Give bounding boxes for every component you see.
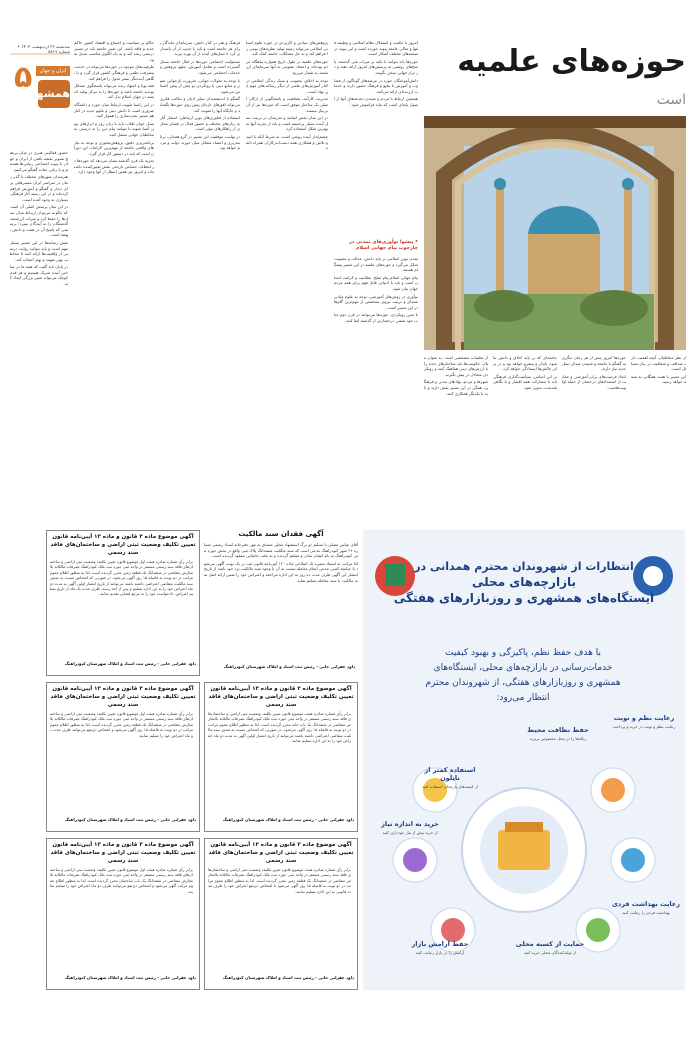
article-column-9: از نظر مخاطبان، آنچه اهمیت دارد صداقت و شفافیت در بیان مسائل است. این مسیر با همت همگانی به نتیجه خواهد رسید.	[631, 355, 686, 385]
infographic-item	[415, 766, 485, 789]
article-column-7: جامعه‌ای که بر پایه اخلاق و دانش بنا شود، پایدار و پیشرو خواهد بود و در برابر چالش‌ها ایستادگی خواهد کرد. بر این اساس، سیاست‌گذاری فرهنگی باید با مشارکت همه اقشار و با نگاهی بلندمدت تدوین شود.	[493, 355, 557, 390]
article-column-5b: تمدن نوین اسلامی بر پایه دانش، عدالت و معنویت شکل می‌گیرد و حوزه‌های علمیه در این مسیر پیشگام هستند. پیام جهانی اسلام پیام صلح، عقلانیت و کرامت انسان است و باید با ادبیاتی قابل فهم برای همه مردم جهان بیان شود. نوآوری در روش‌های آموزشی، توجه به علوم میان‌رشته‌ای و تربیت نیروی متخصص از مهم‌ترین گام‌ها در این مسیر است. با چنین رویکردی، حوزه‌ها می‌توانند در قرن دوم حیات خود نقشی درخشان‌تر از گذشته ایفا کنند.	[334, 256, 418, 323]
infographic-title-3: ایستگاه‌های همشهری و روزبازارهای هفتگی	[393, 591, 655, 605]
article-column-5: امروز با حکمت و استقلال نظام اسلامی و وظیفه فقها و تعالی جامعه پیوند خورده است و این پیوند در صحنه‌های مختلف آشکار است. حوزه‌ها باید بتوانند با تکیه بر میراث غنی گذشته، پاسخ‌های روشنی به پرسش‌های امروز ارائه دهند و در تراز جهانی سخن بگویند. دانش‌آموختگان حوزه در عرصه‌های گوناگون از قضاوت و آموزش تا تبلیغ و فرهنگ حضور دارند و خدمات ارزنده‌ای ارائه می‌کنند. همچنین ارتباط با مردم و شنیدن دغدغه‌های آنها از اصول پایه‌ای است که نباید فراموش شود.	[334, 40, 418, 107]
legal-ad-3	[46, 682, 200, 832]
section-subheading: • پیشوا نوآوری‌های تمدنی در چارچوب پیام جهانی اسلام	[349, 240, 418, 251]
infographic-item	[405, 940, 475, 955]
legal-ad-title: آگهی موضوع ماده ۳ قانون و ماده ۱۳ آیین‌نامه قانون تعیین تکلیف وضعیت ثبتی اراضی و ساختمان‌های فاقد سند رسمی	[50, 534, 196, 556]
legal-ad-body: برابر رأی شماره صادره هیئت اول موضوع قانون تعیین تکلیف وضعیت ثبتی اراضی و ساختمان‌های فاقد سند رسمی مستقر در واحد ثبتی حوزه ثبت ملک کبودراهنگ تصرفات مالکانه بلامعارض متقاضی در ششدانگ یک قطعه زمین محرز گردیده است. لذا به منظور اطلاع عموم مراتب در دو نوبت به فاصله ۱۵ روز آگهی می‌شود، در صورتی که اشخاص نسبت به صدور سند مالکیت متقاضی اعتراضی داشته باشند می‌توانند از تاریخ انتشار اولین آگهی به مدت دو ماه اعتراض خود را به این اداره تسلیم و پس از اخذ رسید، ظرف مدت یک ماه از تاریخ تسلیم اعتراض، دادخواست خود را به مرجع قضایی تقدیم نمایند.	[50, 559, 193, 597]
infographic-item	[523, 726, 593, 741]
infographic-item-desc: از کیسه‌های پارچه‌ای استفاده کنید	[422, 784, 478, 789]
section-label: ایران و جهان	[36, 66, 70, 76]
infographic-item-title: خرید به اندازه نیاز	[381, 820, 439, 828]
article-headline: حوزه‌های علمیه	[457, 44, 686, 79]
citizen-infographic	[363, 530, 685, 990]
legal-ad-signature: داود غفرانی خانی - رئیس ثبت اسناد و املاک شهرستان کبودراهنگ	[64, 817, 196, 822]
infographic-item-title: رعایت نظم و نوبت	[613, 714, 675, 722]
issue-date: سه‌شنبه ۲۳ اردیبهشت ۱۴۰۴ • شماره ۵۸۱۹	[17, 44, 70, 54]
lost-notice-title: آگهی فقدان سند مالکیت	[238, 530, 324, 538]
infographic-item	[611, 900, 681, 915]
legal-ad-title: آگهی موضوع ماده ۳ قانون و ماده ۱۳ آیین‌نامه قانون تعیین تکلیف وضعیت ثبتی اراضی و ساختمان‌های فاقد سند رسمی	[50, 686, 196, 708]
article-subhead: است	[656, 92, 686, 108]
lost-notice-signature: داود غفرانی خانی - رئیس ثبت اسناد و املاک شهرستان کبودراهنگ	[223, 664, 355, 669]
article-column-4: پژوهش‌های بنیادین و کاربردی در حوزه علوم انسانی اسلامی می‌تواند زمینه تولید نظریه‌های بومی را فراهم کند و به حل مشکلات جامعه کمک کند. حوزه‌های علمیه در طول تاریخ همواره پناهگاه مردم بوده‌اند و اعتماد عمومی به آنها سرمایه‌ای ارزشمند به شمار می‌رود. توجه به اخلاق، معنویت و سبک زندگی اسلامی در کنار آموزش‌های علمی از دیگر رسالت‌های مهم این نهاد است. مدیریت کارآمد، شفافیت و پاسخگویی از ارکان اصلی یک ساختار موفق است که حوزه‌ها نیز از آن بی‌نیاز نیستند. در این میان نقش اساتید و مدرسان در تربیت نسل آینده بسیار برجسته است و باید از تجربه آنها به بهترین شکل استفاده کرد. چشم‌انداز آینده روشن است، به شرط آنکه با امید و تلاش و همکاری همه دست‌اندرکاران همراه باشد.	[246, 40, 328, 151]
legal-ad-title: آگهی موضوع ماده ۳ قانون و ماده ۱۳ آیین‌نامه قانون تعیین تکلیف وضعیت ثبتی اراضی و ساختمان‌های فاقد سند رسمی	[208, 686, 354, 708]
lost-notice-text: آقای عباس مصلی با تسلیم دو برگ استشهاد محلی مصدق به مهر دفترخانه اسناد رسمی شماره ۲۴ شهر کبودراهنگ مدعی است که سند مالکیت ششدانگ پلاک ثبتی واقع در بخش حوزه ثبتی کبودراهنگ به نام ایشان صادر و تسلیم گردیده و به علت جابجایی مفقود گردیده است. لذا مراتب به استناد تبصره یک اصلاحی ماده ۱۲۰ آیین‌نامه قانون ثبت در یک نوبت آگهی می‌شود تا چنانچه کسی مدعی انجام معامله نسبت به آن یا وجود سند مالکیت نزد خود باشد از تاریخ انتشار این آگهی ظرف مدت ده روز به این اداره مراجعه و اعتراض خود را ضمن ارائه اصل سند مالکیت یا سند معامله تسلیم نماید.	[204, 542, 358, 583]
infographic-item-title: حمایت از کسبه محلی	[515, 940, 585, 948]
infographic-item-desc: آرامش را در بازار رعایت کنید	[415, 950, 465, 955]
mosque-illustration	[424, 116, 686, 350]
infographic-item	[515, 940, 585, 955]
legal-ad-4	[204, 838, 358, 990]
newspaper-logo: همشهری	[38, 80, 70, 108]
article-column-6: از تعلیمات مشخصی است. به عنوان مثال، حکومت‌ها باید ساختارهای جدید را با ارزش‌های دینی هماهنگ کنند و رویکردی متعادل در پیش بگیرند. شهرها و مردم، نهادهای مدنی و فرهنگی، همگی در این مسیر نقش دارند و باید با یکدیگر همکاری کنند.	[424, 355, 488, 396]
infographic-item-desc: زباله‌ها را در محل مخصوص بریزید	[529, 736, 587, 741]
infographic-item	[375, 820, 445, 835]
legal-ad-title: آگهی موضوع ماده ۳ قانون و ماده ۱۳ آیین‌نامه قانون تعیین تکلیف وضعیت ثبتی اراضی و ساختمان‌های فاقد سند رسمی	[50, 842, 196, 864]
legal-ad-signature: داود غفرانی خانی - رئیس ثبت اسناد و املاک شهرستان کبودراهنگ	[64, 975, 196, 980]
infographic-title-1: انتظارات از شهروندان محترم همدانی در	[414, 560, 634, 573]
bottom-right-column	[10, 500, 40, 520]
legal-ad-signature: داود غفرانی خانی - رئیس ثبت اسناد و املاک شهرستان کبودراهنگ	[222, 817, 354, 822]
mosque-photo	[424, 116, 686, 350]
infographic-item-desc: از خرید بیش از نیاز خودداری کنید	[382, 830, 438, 835]
editorial-column: حضور فعالیتی هنری در میان بی‌هیچ تصویر نقشه بافتی از ایران و جهان با پیوند اجتماعی زیبایی‌ها هستیم و با زبانی ساده گفتگو می‌کنیم. هنرمندان شهرهای مختلف با گذر زمان در سراسر ایران مسیرهایی برای دیدار و گفتگو و آموزش فراهم کرده‌اند و در این زمینه آثار فرهنگی بسیاری به وجود آمده است. در این میان پرسش اصلی آن است که چگونه می‌توان ارتباط میان نسل‌ها را حفظ کرد و میراث ارزشمند گذشتگان را به آیندگان سپرد؛ پرسشی که پاسخ آن در همت و دانش نهفته است. نقش رسانه‌ها در این مسیر بسیار مهم است و باید بتوانند روایت درستی از واقعیت‌ها ارائه کنند تا مخاطب بهتر بفهمد و بهتر انتخاب کند. در پایان باید گفت که همه ما در ساختن آینده شریک هستیم و هر قدم کوچک می‌تواند تغییر بزرگی ایجاد کند.	[10, 150, 68, 287]
infographic-item-desc: بهداشت فردی را رعایت کنید	[622, 910, 670, 915]
legal-ad-2	[204, 682, 358, 832]
legal-ad-5	[46, 838, 200, 990]
legal-ad-1	[46, 530, 200, 676]
legal-ad-body: برابر رأی شماره صادره هیئت اول موضوع قانون تعیین تکلیف وضعیت ثبتی اراضی و ساختمان‌های فاقد سند رسمی مستقر در واحد ثبتی حوزه ثبت ملک کبودراهنگ تصرفات مالکانه بلامعارض متقاضی در ششدانگ یک باب ساختمان محرز گردیده است. لذا به منظور اطلاع عموم مراتب آگهی می‌شود و اشخاص ذی‌نفع می‌توانند ظرف دو ماه اعتراض خود را تسلیم نمایند.	[50, 867, 193, 894]
article-column-8: حوزه‌ها امروز بیش از هر زمان دیگری به گفتگو با جامعه و شنیدن صدای نسل جدید نیاز دارند. ایجاد فرصت‌های برابر آموزشی و حمایت از استعدادهای درخشان از جمله اولویت‌هاست.	[562, 355, 626, 390]
infographic-item-title: استفاده کمتر از نایلون	[424, 766, 476, 782]
legal-ad-title: آگهی موضوع ماده ۳ قانون و ماده ۱۳ آیین‌نامه قانون تعیین تکلیف وضعیت ثبتی اراضی و ساختمان‌های فاقد سند رسمی	[208, 842, 354, 864]
infographic-title-2: بازارچه‌های محلی	[472, 575, 576, 589]
infographic-item-title: حفظ نظافت محیط	[527, 726, 589, 734]
lost-deed-notice	[204, 530, 358, 680]
legal-ad-signature: داود غفرانی خانی - رئیس ثبت اسناد و املاک شهرستان کبودراهنگ	[222, 975, 354, 980]
infographic-item-desc: رعایت نظم و نوبت در خرید و پرداخت	[612, 724, 676, 729]
article-column-2: حاکم بر سیاست و اجتماع و اقتصاد کشور حاکم جدید و فاقد باشد. این تغییر جامعه باید در مسیر درستی رشد کند و به یک الگوی مناسب تبدیل شود. ظرفیت‌های موجود در حوزه‌ها می‌تواند در خدمت پیشرفت علمی و فرهنگی کشور قرار گیرد و با نگاهی آینده‌نگر بستر تحول را فراهم کند. فقه پویا و اجتهاد زنده می‌تواند پاسخگوی مسائل نوپدید جامعه باشد و حوزه‌ها را به مرکز تولید اندیشه در جهان اسلام بدل کند. در این راستا تقویت ارتباط میان حوزه و دانشگاه ضروری است تا دانش دینی و علوم جدید در کنار هم مسیر تمدن‌سازی را هموار کنند. نسل جوان طلاب باید با زبان روز و ابزارهای نوین آشنا شوند تا بتوانند پیام دین را به درستی به مخاطبان جهانی منتقل کنند. برنامه‌ریزی دقیق، پژوهش‌محوری و توجه به نیازهای واقعی جامعه از مهم‌ترین الزامات این دوران است که باید در دستور کار قرار گیرد. تجربه یک قرن گذشته نشان می‌دهد که حوزه‌ها در لحظات حساس تاریخی نقش تعیین‌کننده داشته‌اند و امروز نیز همین انتظار از آنها وجود دارد.	[74, 40, 154, 175]
infographic-title	[363, 560, 685, 606]
legal-ad-body: برابر رأی شماره صادره هیئت موضوع قانون تعیین تکلیف وضعیت ثبتی اراضی و ساختمان‌های فاقد سند رسمی مستقر در واحد ثبتی حوزه ثبت ملک کبودراهنگ تصرفات مالکانه بلامعارض متقاضی در ششدانگ یک باب خانه محرز گردیده است. لذا به منظور اطلاع عموم مراتب در دو نوبت به فاصله ۱۵ روز آگهی می‌شود، در صورتی که اشخاص نسبت به صدور سند مالکیت متقاضی اعتراضی داشته باشند می‌توانند از تاریخ انتشار اولین آگهی به مدت دو ماه اعتراض خود را به این اداره تسلیم نمایند.	[208, 711, 352, 744]
page-number: ۵	[14, 60, 33, 95]
infographic-item-title: حفظ آرامش بازار	[411, 940, 469, 948]
infographic-lead: با هدف حفظ نظم، پاکیزگی و بهبود کیفیت خدمات‌رسانی در بازارچه‌های محلی، ایستگاه‌های همشهری و روزبازارهای هفتگی، از شهروندان محترم انتظار می‌رود:	[425, 648, 621, 703]
article-column-3: فرهنگ و هنر در کنار دانش، سرمایه‌ای ماندگار برای هر جامعه است و باید با جدیت از آن پاسداری کرد تا نسل‌های آینده از آن بهره ببرند. مسئولیت اجتماعی حوزه‌ها در قبال جامعه بسیار گسترده است و شامل آموزش، تبلیغ، پژوهش و خدمات اجتماعی می‌شود. با توجه به تحولات جهانی، ضرورت بازخوانی متون و منابع دینی با رویکردی نو بیش از پیش احساس می‌شود. گفتگو با اندیشمندان سایر ادیان و مکاتب فکری می‌تواند افق‌های تازه‌ای پیش روی حوزه‌ها بگشاید و جایگاه آنها را تقویت کند. استفاده از فناوری‌های نوین ارتباطی، انتشار آثار به زبان‌های مختلف و حضور فعال در فضای مجازی از راهکارهای مؤثر است. در نهایت، موفقیت این مسیر در گرو همدلی، برنامه‌ریزی و اعتماد متقابل میان حوزه، دولت و مردم خواهد بود.	[160, 40, 240, 151]
legal-ad-signature: داود غفرانی خانی - رئیس ثبت اسناد و املاک شهرستان کبودراهنگ	[64, 661, 196, 666]
legal-ad-body: برابر رأی شماره صادره هیئت اول موضوع قانون تعیین تکلیف وضعیت ثبتی اراضی و ساختمان‌های فاقد سند رسمی مستقر در واحد ثبتی حوزه ثبت ملک کبودراهنگ تصرفات مالکانه بلامعارض متقاضی در ششدانگ یک قطعه زمین محرز گردیده است. لذا به منظور اطلاع عموم مراتب در دو نوبت به فاصله ۱۵ روز آگهی می‌شود و اشخاص ذی‌نفع می‌توانند ظرف مدت دو ماه اعتراض خود را تسلیم نمایند.	[50, 711, 193, 738]
infographic-item-title: رعایت بهداشت فردی	[611, 900, 681, 908]
legal-ad-body: برابر رأی شماره صادره هیئت موضوع قانون تعیین تکلیف وضعیت ثبتی اراضی و ساختمان‌های فاقد سند رسمی مستقر در واحد ثبتی حوزه ثبت ملک کبودراهنگ تصرفات مالکانه بلامعارض متقاضی در ششدانگ یک قطعه زمین محرز گردیده است. لذا به منظور اطلاع عموم مراتب در دو نوبت به فاصله ۱۵ روز آگهی می‌شود تا اشخاص ذی‌نفع اعتراض خود را ظرف مدت قانونی به این اداره تسلیم نمایند.	[208, 867, 351, 894]
infographic-item	[609, 714, 679, 729]
infographic-item-desc: از تولیدکنندگان محلی خرید کنید	[523, 950, 576, 955]
